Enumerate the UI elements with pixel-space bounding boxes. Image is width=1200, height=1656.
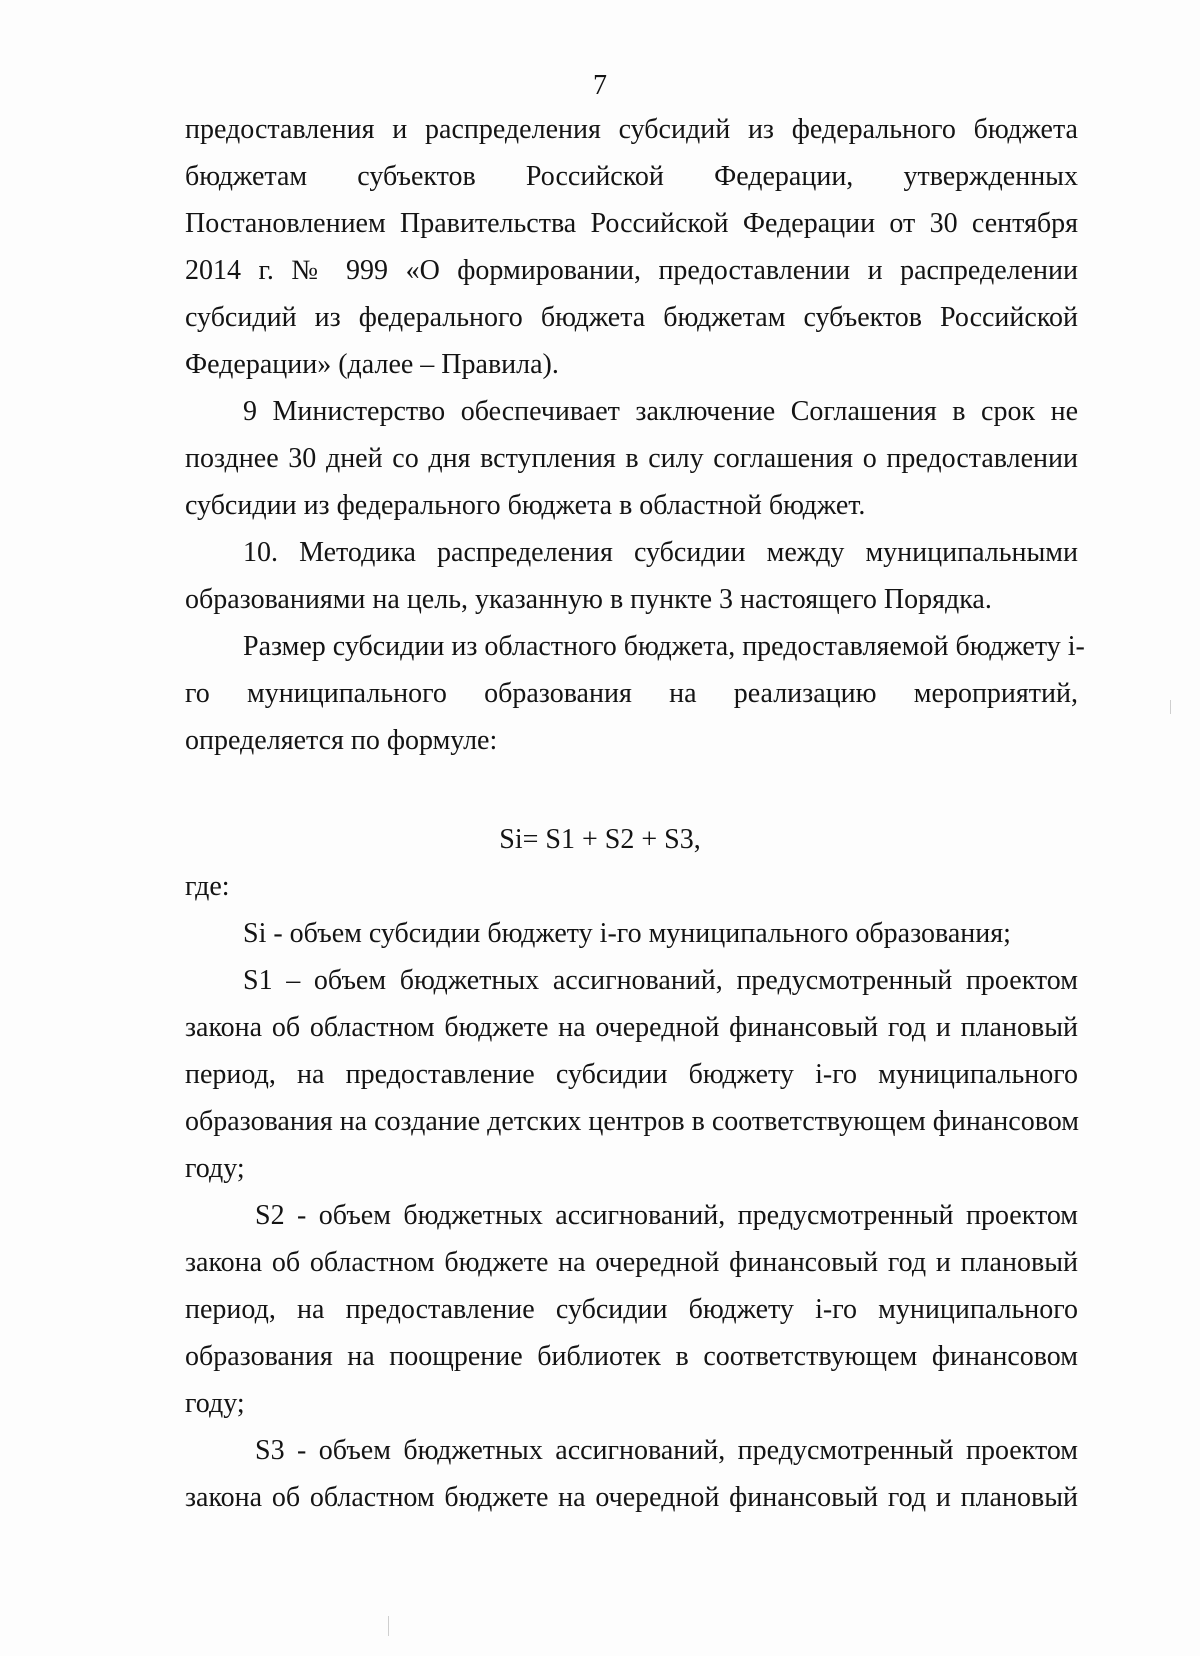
text-line: позднее 30 дней со дня вступления в силу соглашения о предоставлении (185, 443, 1078, 474)
scan-mark (1170, 700, 1171, 714)
text-line: где: (185, 871, 230, 902)
text-line: го муниципального образования на реализацию мероприятий, (185, 678, 1078, 709)
text-line: году; (185, 1388, 245, 1419)
text-line: S3 - объем бюджетных ассигнований, предусмотренный проектом (255, 1435, 1078, 1466)
text-line: 10. Методика распределения субсидии между муниципальными (243, 537, 1078, 568)
text-line: период, на предоставление субсидии бюджету i-го муниципального (185, 1294, 1078, 1325)
text-line: S2 - объем бюджетных ассигнований, предусмотренный проектом (255, 1200, 1078, 1231)
text-line: 9 Министерство обеспечивает заключение Соглашения в срок не (243, 396, 1078, 427)
text-line: S1 – объем бюджетных ассигнований, предусмотренный проектом (243, 965, 1078, 996)
text-line: закона об областном бюджете на очередной финансовый год и плановый (185, 1482, 1078, 1513)
text-line: году; (185, 1153, 245, 1184)
text-line: образованиями на цель, указанную в пункте 3 настоящего Порядка. (185, 584, 992, 615)
text-line: субсидии из федерального бюджета в областной бюджет. (185, 490, 866, 521)
text-line: образования на создание детских центров в соответствующем финансовом (185, 1106, 1079, 1137)
text-line: субсидий из федерального бюджета бюджетам субъектов Российской (185, 302, 1078, 333)
text-line: Si - объем субсидии бюджету i-го муниципального образования; (243, 918, 1011, 949)
text-line: Постановлением Правительства Российской Федерации от 30 сентября (185, 208, 1078, 239)
text-line: определяется по формуле: (185, 725, 498, 756)
text-line: Размер субсидии из областного бюджета, предоставляемой бюджету i- (243, 631, 1085, 662)
text-line: Федерации» (далее – Правила). (185, 349, 559, 380)
formula: Si= S1 + S2 + S3, (499, 824, 701, 855)
page-number: 7 (593, 70, 607, 101)
scan-mark (388, 1616, 389, 1636)
text-line: период, на предоставление субсидии бюджету i-го муниципального (185, 1059, 1078, 1090)
text-line: бюджетам субъектов Российской Федерации, утвержденных (185, 161, 1078, 192)
text-line: закона об областном бюджете на очередной финансовый год и плановый (185, 1247, 1078, 1278)
text-line: образования на поощрение библиотек в соответствующем финансовом (185, 1341, 1078, 1372)
text-line: закона об областном бюджете на очередной финансовый год и плановый (185, 1012, 1078, 1043)
text-line: 2014 г. № 999 «О формировании, предоставлении и распределении (185, 255, 1078, 286)
text-line: предоставления и распределения субсидий из федерального бюджета (185, 114, 1078, 145)
